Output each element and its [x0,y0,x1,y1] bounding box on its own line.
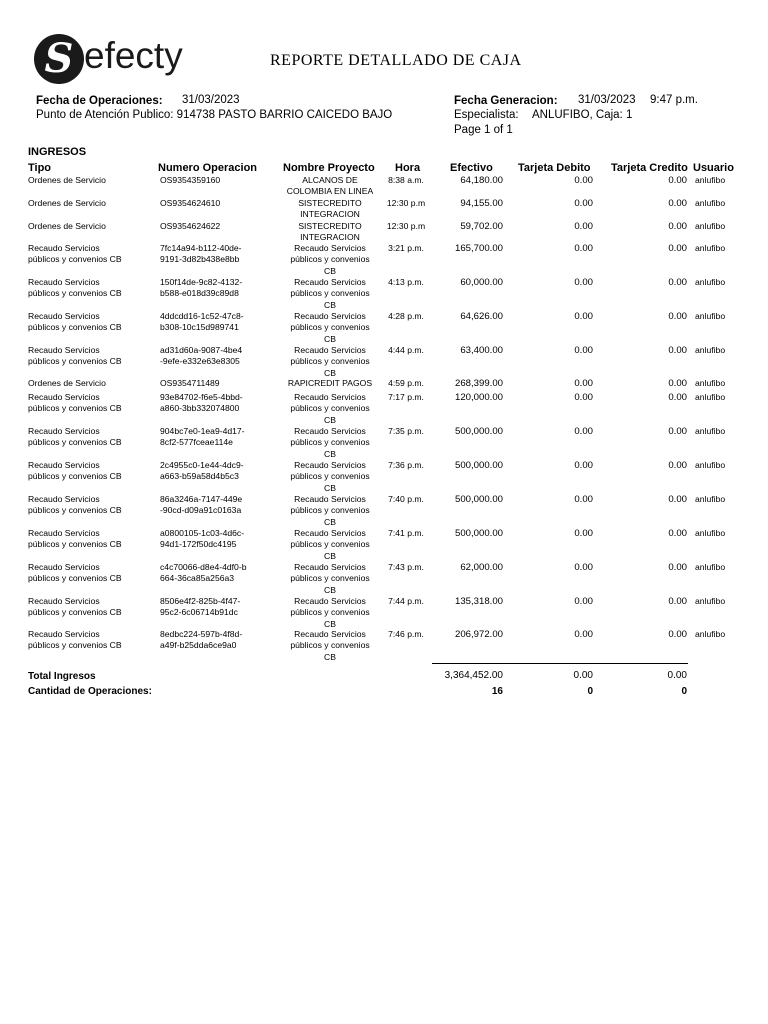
cell-tarjeta-debito: 0.00 [574,378,593,389]
cell-tipo [28,378,106,389]
cell-nombre-proyecto-line: públicos y convenios [290,356,370,367]
cantidad-debito: 0 [587,686,593,697]
cell-tarjeta-debito: 0.00 [574,629,593,640]
cell-tipo-line: Recaudo Servicios [28,460,100,470]
cell-efectivo: 62,000.00 [460,562,503,573]
cell-nombre-proyecto-line: públicos y convenios [290,288,370,299]
cell-tipo-line: Recaudo Servicios [28,345,100,355]
cell-tarjeta-credito: 0.00 [668,494,687,505]
efecty-logo-mark-icon: S [34,34,84,84]
cell-numero-operacion [160,198,220,209]
cell-tipo-line: públicos y convenios CB [28,539,122,550]
cell-nombre-proyecto-line: CB [324,265,336,276]
cell-nombre-proyecto-line: públicos y convenios [290,539,370,550]
cell-efectivo: 120,000.00 [454,392,503,403]
cell-tarjeta-credito: 0.00 [668,175,687,186]
cell-nombre-proyecto-line: públicos y convenios [290,471,370,482]
cell-hora: 7:36 p.m. [388,460,424,470]
cell-efectivo: 94,155.00 [460,198,503,209]
cell-tipo [28,392,122,415]
cell-hora: 4:13 p.m. [388,277,424,287]
cell-numero-operacion-line: OS9354711489 [160,378,220,388]
especialista-label: Especialista: [454,109,519,121]
cell-tarjeta-debito: 0.00 [574,311,593,322]
cell-hora: 7:40 p.m. [388,494,424,504]
cell-tarjeta-debito: 0.00 [574,528,593,539]
cell-nombre-proyecto [276,198,384,221]
cell-efectivo: 59,702.00 [460,221,503,232]
cell-numero-operacion [160,277,242,300]
cell-numero-operacion-line: OS9354624610 [160,198,221,208]
cell-tarjeta-debito: 0.00 [574,392,593,403]
total-credito: 0.00 [667,670,687,681]
col-usuario: Usuario [693,162,734,174]
cell-nombre-proyecto [276,528,384,562]
cell-hora: 7:41 p.m. [388,528,424,538]
cell-hora: 8:38 a.m. [388,175,424,185]
cell-tarjeta-debito: 0.00 [574,460,593,471]
cell-nombre-proyecto-line: ALCANOS DE [302,175,358,185]
cell-nombre-proyecto [276,345,384,379]
cell-numero-operacion-line: c4c70066-d8e4-4df0-b [160,562,247,572]
cell-numero-operacion-line: ad31d60a-9087-4be4 [160,345,243,355]
cell-nombre-proyecto-line: Recaudo Servicios [294,596,366,606]
cell-numero-operacion [160,243,242,266]
cell-hora: 7:43 p.m. [388,562,424,572]
total-ingresos-label: Total Ingresos [28,671,96,682]
fecha-generacion-value: 31/03/2023 [578,94,636,106]
cell-numero-operacion-line: OS9354359160 [160,175,221,185]
page-indicator: Page 1 of 1 [454,124,513,136]
cell-hora: 4:28 p.m. [388,311,424,321]
cell-tipo-line: públicos y convenios CB [28,356,122,367]
cell-usuario: anlufibo [695,311,726,321]
cell-nombre-proyecto-line: Recaudo Servicios [294,562,366,572]
cell-nombre-proyecto-line: públicos y convenios [290,573,370,584]
cell-hora: 12:30 p.m [386,198,426,208]
cell-nombre-proyecto-line: Recaudo Servicios [294,345,366,355]
cell-usuario: anlufibo [695,198,726,208]
cell-numero-operacion [160,596,240,619]
cell-nombre-proyecto-line: Recaudo Servicios [294,392,366,402]
cell-nombre-proyecto-line: Recaudo Servicios [294,460,366,470]
cell-tarjeta-debito: 0.00 [574,345,593,356]
cell-nombre-proyecto-line: INTEGRACION [300,232,360,243]
cell-tarjeta-credito: 0.00 [668,277,687,288]
cell-usuario: anlufibo [695,392,726,402]
cell-tipo [28,311,122,334]
cell-numero-operacion-line: 904bc7e0-1ea9-4d17- [160,426,245,436]
col-hora: Hora [395,162,421,174]
cell-tarjeta-debito: 0.00 [574,596,593,607]
cell-tipo [28,629,122,652]
cell-nombre-proyecto [276,426,384,460]
efecty-logo [34,34,183,84]
cell-nombre-proyecto-line: INTEGRACION [300,209,360,220]
cell-tarjeta-credito: 0.00 [668,426,687,437]
cell-numero-operacion-line: 94d1-172f50dc4195 [160,539,237,550]
cell-tarjeta-credito: 0.00 [668,460,687,471]
cell-nombre-proyecto-line: CB [324,516,336,527]
cell-numero-operacion-line: OS9354624622 [160,221,221,231]
cell-tipo-line: Recaudo Servicios [28,596,100,606]
cell-tipo [28,562,122,585]
cell-nombre-proyecto [276,243,384,277]
cell-tipo [28,198,106,209]
cell-numero-operacion-line: 86a3246a-7147-449e [160,494,243,504]
col-tarjeta-credito: Tarjeta Credito [611,162,688,174]
cell-tipo-line: públicos y convenios CB [28,322,122,333]
cell-nombre-proyecto-line: Recaudo Servicios [294,528,366,538]
cell-tipo-line: Recaudo Servicios [28,494,100,504]
cell-tipo [28,221,106,232]
cell-tarjeta-credito: 0.00 [668,311,687,322]
punto-atencion: Punto de Atención Publico: 914738 PASTO BARRIO CAICEDO BAJO [36,109,393,121]
cell-numero-operacion-line: -9efe-e332e63e8305 [160,356,240,367]
cell-tarjeta-credito: 0.00 [668,528,687,539]
cell-nombre-proyecto-line: CB [324,584,336,595]
cell-nombre-proyecto-line: Recaudo Servicios [294,243,366,253]
cell-efectivo: 64,180.00 [460,175,503,186]
cell-numero-operacion [160,175,220,186]
cell-nombre-proyecto [276,378,384,389]
cell-nombre-proyecto-line: CB [324,448,336,459]
cell-tarjeta-debito: 0.00 [574,243,593,254]
cell-tipo-line: públicos y convenios CB [28,254,122,265]
cell-numero-operacion-line: b308-10c15d989741 [160,322,239,333]
cell-numero-operacion-line: 150f14de-9c82-4132- [160,277,243,287]
cell-usuario: anlufibo [695,175,726,185]
cell-numero-operacion-line: a663-b59a58d4b5c3 [160,471,239,482]
cell-tarjeta-credito: 0.00 [668,243,687,254]
cell-nombre-proyecto-line: CB [324,651,336,662]
cell-numero-operacion-line: 93e84702-f6e5-4bbd- [160,392,243,402]
especialista-value: ANLUFIBO, Caja: 1 [532,109,633,121]
cell-numero-operacion-line: 95c2-6c06714b91dc [160,607,238,618]
cell-tipo-line: Recaudo Servicios [28,629,100,639]
cell-nombre-proyecto-line: públicos y convenios [290,437,370,448]
total-efectivo: 3,364,452.00 [444,670,503,681]
cell-tarjeta-credito: 0.00 [668,392,687,403]
cell-nombre-proyecto-line: públicos y convenios [290,607,370,618]
hora-generacion: 9:47 p.m. [650,94,698,106]
cell-numero-operacion [160,392,243,415]
cell-efectivo: 206,972.00 [454,629,503,640]
cell-tarjeta-debito: 0.00 [574,277,593,288]
cell-nombre-proyecto-line: RAPICREDIT PAGOS [287,378,373,388]
cell-usuario: anlufibo [695,460,726,470]
cell-tipo-line: Recaudo Servicios [28,426,100,436]
cell-nombre-proyecto-line: públicos y convenios [290,640,370,651]
cell-efectivo: 135,318.00 [454,596,503,607]
cell-hora: 12:30 p.m [386,221,426,231]
report-title: REPORTE DETALLADO DE CAJA [270,52,522,69]
cell-hora: 7:44 p.m. [388,596,424,606]
cell-nombre-proyecto-line: CB [324,618,336,629]
cell-nombre-proyecto-line: CB [324,333,336,344]
cell-nombre-proyecto-line: CB [324,367,336,378]
cell-nombre-proyecto [276,175,384,198]
cell-tipo [28,528,122,551]
totals-divider [432,663,688,664]
cell-nombre-proyecto [276,494,384,528]
cell-tarjeta-credito: 0.00 [668,596,687,607]
cell-tipo-line: Ordenes de Servicio [28,221,106,231]
cell-numero-operacion-line: 8edbc224-597b-4f8d- [160,629,243,639]
cell-nombre-proyecto-line: Recaudo Servicios [294,629,366,639]
cell-nombre-proyecto-line: Recaudo Servicios [294,277,366,287]
cell-numero-operacion-line: 8506e4f2-825b-4f47- [160,596,241,606]
cell-tarjeta-credito: 0.00 [668,221,687,232]
cell-efectivo: 165,700.00 [454,243,503,254]
cell-nombre-proyecto-line: públicos y convenios [290,254,370,265]
cell-tipo-line: públicos y convenios CB [28,640,122,651]
cell-tarjeta-debito: 0.00 [574,494,593,505]
fecha-generacion-label: Fecha Generacion: [454,95,558,107]
cell-tipo [28,460,122,483]
cell-numero-operacion [160,494,242,517]
cell-nombre-proyecto-line: públicos y convenios [290,505,370,516]
cell-numero-operacion [160,562,246,585]
cell-nombre-proyecto [276,311,384,345]
cell-numero-operacion [160,378,220,389]
cell-usuario: anlufibo [695,277,726,287]
cell-nombre-proyecto [276,629,384,663]
cell-usuario: anlufibo [695,629,726,639]
cell-efectivo: 64,626.00 [460,311,503,322]
cell-usuario: anlufibo [695,378,726,388]
cell-nombre-proyecto-line: CB [324,414,336,425]
cell-numero-operacion-line: 9191-3d82b438e8bb [160,254,240,265]
cell-tarjeta-debito: 0.00 [574,221,593,232]
cell-nombre-proyecto [276,221,384,244]
cantidad-efectivo: 16 [491,686,503,697]
cell-tipo [28,596,122,619]
cell-tarjeta-credito: 0.00 [668,198,687,209]
cell-nombre-proyecto [276,562,384,596]
cell-tipo-line: públicos y convenios CB [28,437,122,448]
cell-numero-operacion [160,528,244,551]
cell-nombre-proyecto [276,277,384,311]
cell-tarjeta-debito: 0.00 [574,198,593,209]
cell-hora: 3:21 p.m. [388,243,424,253]
fecha-operaciones-label: Fecha de Operaciones: [36,95,163,107]
cell-tipo-line: públicos y convenios CB [28,471,122,482]
cell-numero-operacion-line: 4ddcdd16-1c52-47c8- [160,311,244,321]
cell-tarjeta-credito: 0.00 [668,562,687,573]
cell-efectivo: 500,000.00 [454,494,503,505]
fecha-operaciones-value: 31/03/2023 [182,94,240,106]
cell-tipo-line: Ordenes de Servicio [28,378,106,388]
col-efectivo: Efectivo [450,162,493,174]
cell-nombre-proyecto [276,392,384,426]
cell-numero-operacion-line: b588-e018d39c89d8 [160,288,239,299]
cell-efectivo: 500,000.00 [454,528,503,539]
cell-tipo [28,345,122,368]
cell-hora: 4:59 p.m. [388,378,424,388]
cell-efectivo: 60,000.00 [460,277,503,288]
cell-numero-operacion-line: 8cf2-577fceae114e [160,437,233,448]
cell-tipo-line: Recaudo Servicios [28,311,100,321]
cell-numero-operacion-line: 2c4955c0-1e44-4dc9- [160,460,244,470]
cell-nombre-proyecto-line: CB [324,299,336,310]
cell-nombre-proyecto-line: públicos y convenios [290,403,370,414]
cell-nombre-proyecto-line: SISTECREDITO [298,221,362,231]
cell-tipo-line: Ordenes de Servicio [28,175,106,185]
col-tipo: Tipo [28,162,52,174]
cell-numero-operacion-line: 664-36ca85a256a3 [160,573,235,584]
cell-numero-operacion-line: a860-3bb332074800 [160,403,240,414]
cell-tipo-line: públicos y convenios CB [28,505,122,516]
col-tarjeta-debito: Tarjeta Debito [518,162,591,174]
cell-numero-operacion-line: 7fc14a94-b112-40de- [160,243,242,253]
cell-nombre-proyecto-line: COLOMBIA EN LINEA [286,186,374,197]
logo-text: efecty [84,35,183,76]
cell-tipo [28,243,122,266]
cell-tipo-line: Ordenes de Servicio [28,198,106,208]
cell-tipo-line: públicos y convenios CB [28,607,122,618]
cell-numero-operacion [160,426,245,449]
cell-nombre-proyecto-line: Recaudo Servicios [294,494,366,504]
cell-numero-operacion [160,311,244,334]
cell-tipo-line: públicos y convenios CB [28,573,122,584]
cell-tarjeta-credito: 0.00 [668,378,687,389]
cell-tipo-line: Recaudo Servicios [28,528,100,538]
col-nombre-proyecto: Nombre Proyecto [283,162,375,174]
cell-nombre-proyecto-line: Recaudo Servicios [294,311,366,321]
cell-hora: 7:35 p.m. [388,426,424,436]
cell-nombre-proyecto [276,460,384,494]
cell-usuario: anlufibo [695,596,726,606]
cell-usuario: anlufibo [695,243,726,253]
cell-tipo-line: Recaudo Servicios [28,392,100,402]
cell-nombre-proyecto-line: CB [324,482,336,493]
cell-nombre-proyecto-line: SISTECREDITO [298,198,362,208]
cell-efectivo: 500,000.00 [454,426,503,437]
cell-numero-operacion-line: a0800105-1c03-4d6c- [160,528,245,538]
cell-tipo [28,426,122,449]
cell-numero-operacion-line: a49f-b25dda6ce9a0 [160,640,237,651]
cell-tipo-line: Recaudo Servicios [28,562,100,572]
cell-nombre-proyecto-line: Recaudo Servicios [294,426,366,436]
cell-tipo-line: públicos y convenios CB [28,403,122,414]
cell-nombre-proyecto [276,596,384,630]
total-debito: 0.00 [573,670,593,681]
cell-hora: 7:46 p.m. [388,629,424,639]
cell-efectivo: 500,000.00 [454,460,503,471]
cell-usuario: anlufibo [695,345,726,355]
cell-hora: 7:17 p.m. [388,392,424,402]
cell-usuario: anlufibo [695,221,726,231]
cell-tipo-line: Recaudo Servicios [28,243,100,253]
cell-usuario: anlufibo [695,494,726,504]
cell-tarjeta-credito: 0.00 [668,629,687,640]
cell-efectivo: 63,400.00 [460,345,503,356]
cell-numero-operacion-line: -90cd-d09a91c0163a [160,505,242,516]
cell-tipo [28,277,122,300]
cell-tipo [28,494,122,517]
cell-tipo-line: Recaudo Servicios [28,277,100,287]
cell-tarjeta-credito: 0.00 [668,345,687,356]
cell-numero-operacion [160,629,242,652]
cell-numero-operacion [160,460,244,483]
cell-numero-operacion [160,345,242,368]
cantidad-operaciones-label: Cantidad de Operaciones: [28,686,152,697]
cell-tipo-line: públicos y convenios CB [28,288,122,299]
cell-tarjeta-debito: 0.00 [574,562,593,573]
cell-tarjeta-debito: 0.00 [574,426,593,437]
cell-usuario: anlufibo [695,562,726,572]
cell-usuario: anlufibo [695,528,726,538]
cell-tarjeta-debito: 0.00 [574,175,593,186]
section-title: INGRESOS [28,146,87,158]
cell-nombre-proyecto-line: CB [324,550,336,561]
cell-usuario: anlufibo [695,426,726,436]
cell-nombre-proyecto-line: públicos y convenios [290,322,370,333]
cell-tipo [28,175,106,186]
cell-hora: 4:44 p.m. [388,345,424,355]
cell-numero-operacion [160,221,220,232]
cell-efectivo: 268,399.00 [454,378,503,389]
cantidad-credito: 0 [681,686,687,697]
col-numero-operacion: Numero Operacion [158,162,258,174]
